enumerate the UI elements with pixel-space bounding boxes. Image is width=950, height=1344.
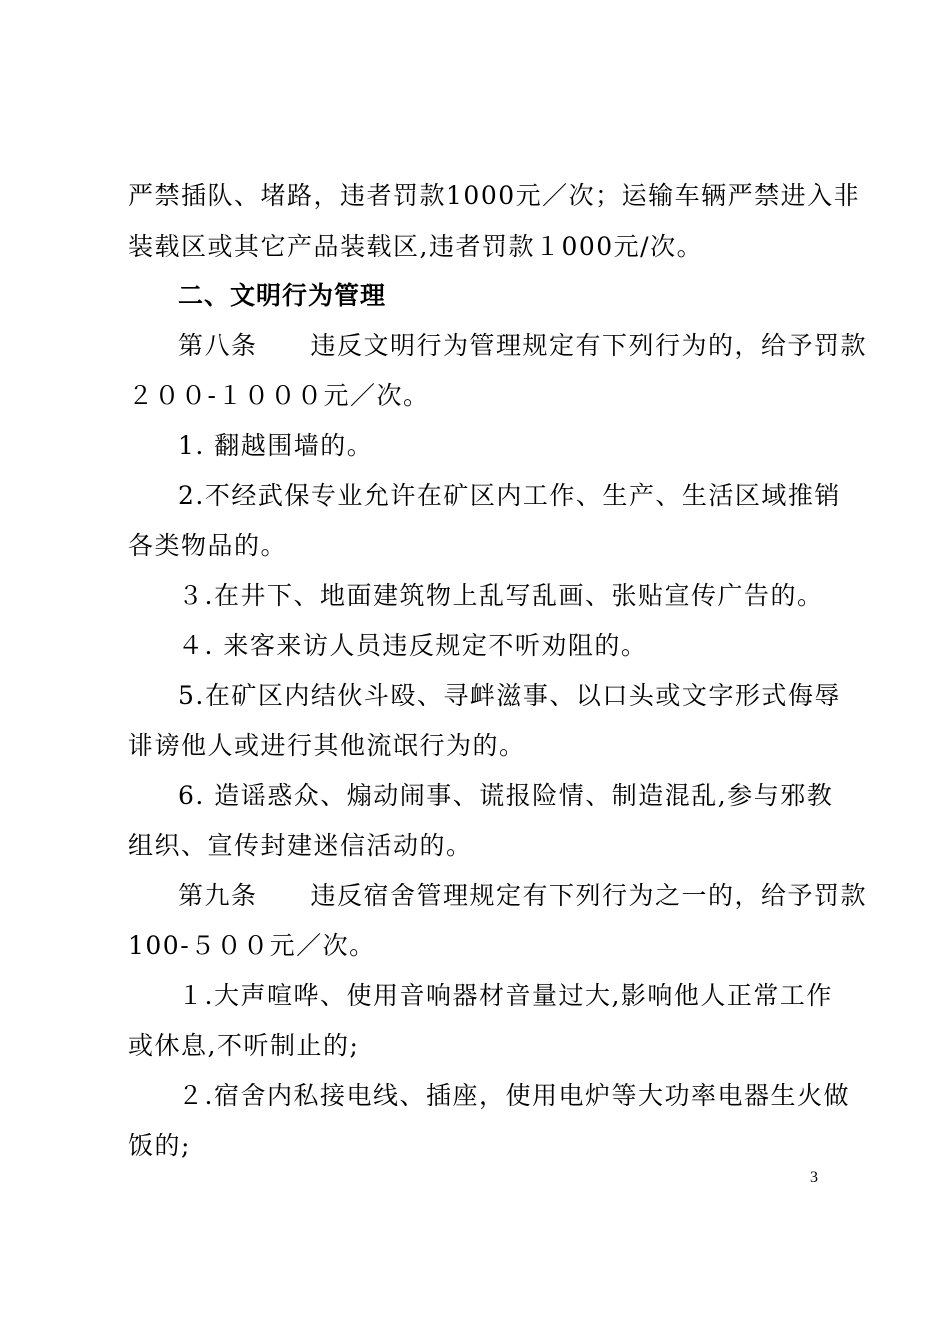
- list-item: 1. 翻越围墙的。: [178, 431, 374, 460]
- page-number: 3: [810, 1169, 818, 1186]
- text-line: 或休息,不听制止的;: [128, 1031, 360, 1060]
- text-line: 各类物品的。: [128, 531, 288, 560]
- text-line: 严禁插队、堵路，违者罚款1000元／次；运输车辆严禁进入非: [128, 181, 861, 210]
- text-line: 组织、宣传封建迷信活动的。: [128, 831, 473, 860]
- list-item: １.大声喧哗、使用音响器材音量过大,影响他人正常工作: [178, 981, 833, 1010]
- text-line: ２００-１０００元／次。: [128, 381, 430, 410]
- text-line: 饭的;: [128, 1131, 191, 1160]
- article-8: 第八条 违反文明行为管理规定有下列行为的，给予罚款: [178, 331, 868, 360]
- text-line: 100-５００元／次。: [128, 931, 376, 960]
- article-9: 第九条 违反宿舍管理规定有下列行为之一的，给予罚款: [178, 881, 868, 910]
- text-line: 诽谤他人或进行其他流氓行为的。: [128, 731, 526, 760]
- list-item: ２.宿舍内私接电线、插座，使用电炉等大功率电器生火做: [178, 1081, 850, 1110]
- list-item: ４. 来客来访人员违反规定不听劝阻的。: [178, 631, 648, 660]
- list-item: ３.在井下、地面建筑物上乱写乱画、张贴宣传广告的。: [178, 581, 824, 610]
- text-line: 装载区或其它产品装载区,违者罚款１000元/次。: [128, 232, 704, 261]
- list-item: 5.在矿区内结伙斗殴、寻衅滋事、以口头或文字形式侮辱: [178, 681, 841, 710]
- list-item: 2.不经武保专业允许在矿区内工作、生产、生活区域推销: [178, 481, 841, 510]
- section-heading: 二、文明行为管理: [178, 281, 387, 310]
- list-item: 6. 造谣惑众、煽动闹事、谎报险情、制造混乱,参与邪教: [178, 781, 834, 810]
